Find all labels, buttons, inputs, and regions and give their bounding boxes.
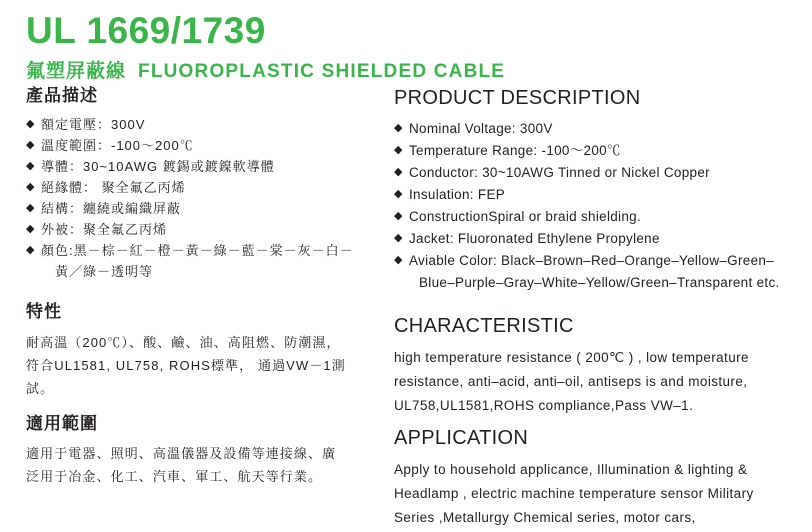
diamond-bullet-icon: ◆ <box>26 223 36 236</box>
application-heading-en: APPLICATION <box>394 427 529 449</box>
subtitle-chinese: 氟塑屏蔽線 <box>26 61 127 82</box>
diamond-bullet-icon: ◆ <box>26 139 36 152</box>
list-item <box>26 156 378 177</box>
list-item-text: Conductor: 30~10AWG Tinned or Nickel Copper <box>409 165 710 180</box>
characteristic-section-en <box>394 314 794 418</box>
characteristic-heading-cn: 特性 <box>26 302 62 322</box>
list-item <box>394 206 794 228</box>
diamond-bullet-icon: ◆ <box>394 210 403 222</box>
product-description-section-cn <box>26 86 378 282</box>
diamond-bullet-icon: ◆ <box>26 244 36 257</box>
page-title: UL 1669/1739 <box>26 10 266 51</box>
list-item-text: 顏色:黑－棕－紅－橙－黃－綠－藍－棠－灰－白－ <box>41 243 354 259</box>
characteristic-line: 試。 <box>26 380 55 396</box>
list-item <box>26 135 378 156</box>
application-line: Series ,Metallurgy Chemical series, motor cars, <box>394 510 696 525</box>
list-item-text: Jacket: Fluoronated Ethylene Propylene <box>409 231 660 246</box>
product-description-section-en <box>394 86 794 294</box>
characteristic-line: 耐高溫（200℃）、酸、鹼、油、高阻燃、防潮濕， <box>26 334 341 350</box>
list-item-text: 額定電壓：300V <box>41 117 146 133</box>
list-item <box>394 140 794 162</box>
diamond-bullet-icon: ◆ <box>26 202 36 215</box>
left-column <box>26 86 378 490</box>
diamond-bullet-icon: ◆ <box>26 160 36 173</box>
application-line: Headlamp , electric machine temperature sensor Military <box>394 486 754 501</box>
characteristic-line: 符合UL1581, UL758, ROHS標準， 通過VW－1測 <box>26 357 346 373</box>
product-description-heading-en: PRODUCT DESCRIPTION <box>394 87 641 109</box>
page-subtitle <box>26 56 505 83</box>
product-description-list-cn <box>26 114 378 282</box>
list-item <box>26 198 378 219</box>
list-item <box>394 250 794 294</box>
spacer <box>394 296 794 314</box>
list-item <box>394 228 794 250</box>
diamond-bullet-icon: ◆ <box>394 188 403 200</box>
list-item-text-wrap: 黃／綠－透明等 <box>55 264 154 280</box>
list-item <box>394 184 794 206</box>
list-item-text: ConstructionSpiral or braid shielding. <box>409 209 642 224</box>
list-item <box>26 240 378 282</box>
application-section-cn <box>26 414 378 488</box>
right-column <box>394 86 794 532</box>
list-item-text: Aviable Color: Black–Brown–Red–Orange–Yellow–Green– <box>409 253 775 268</box>
subtitle-english: FLUOROPLASTIC SHIELDED CABLE <box>138 61 506 82</box>
list-item-text: 溫度範圍：-100～200℃ <box>41 138 194 154</box>
list-item <box>394 162 794 184</box>
diamond-bullet-icon: ◆ <box>394 254 403 266</box>
list-item <box>26 114 378 135</box>
diamond-bullet-icon: ◆ <box>394 144 403 156</box>
list-item-text: 外被：聚全氟乙丙烯 <box>41 222 168 238</box>
diamond-bullet-icon: ◆ <box>394 232 403 244</box>
list-item <box>26 219 378 240</box>
list-item-text-wrap: Blue–Purple–Gray–White–Yellow/Green–Transparent etc. <box>419 275 780 290</box>
list-item-text: Nominal Voltage: 300V <box>409 121 553 136</box>
application-section-en <box>394 426 794 530</box>
diamond-bullet-icon: ◆ <box>26 181 36 194</box>
characteristic-section-cn <box>26 302 378 399</box>
spacer <box>26 402 378 414</box>
product-description-heading-cn: 產品描述 <box>26 86 98 105</box>
diamond-bullet-icon: ◆ <box>394 166 403 178</box>
characteristic-heading-en: CHARACTERISTIC <box>394 315 574 337</box>
characteristic-line: resistance, anti–acid, anti–oil, antiseps is and moisture, <box>394 374 748 389</box>
application-heading-cn: 適用範圍 <box>26 413 98 433</box>
list-item-text: 導體：30~10AWG 鍍錫或鍍鎳軟導體 <box>41 159 275 175</box>
list-item-text: 結構：纏繞或編織屏蔽 <box>41 201 182 217</box>
spacer <box>26 284 378 302</box>
application-line: 泛用于冶金、化工、汽車、軍工、航天等行業。 <box>26 469 323 485</box>
application-line: 適用于電器、照明、高溫儀器及設備等連接線、廣 <box>26 446 337 462</box>
characteristic-line: UL758,UL1581,ROHS compliance,Pass VW–1. <box>394 398 694 413</box>
diamond-bullet-icon: ◆ <box>394 122 403 134</box>
characteristic-line: high temperature resistance ( 200℃ ) , low temperature <box>394 350 749 365</box>
application-line: Apply to household applicance, Illumination & lighting & <box>394 462 748 477</box>
list-item-text: 絕緣體： 聚全氟乙丙烯 <box>41 180 186 196</box>
list-item-text: Insulation: FEP <box>409 187 506 202</box>
diamond-bullet-icon: ◆ <box>26 118 36 131</box>
list-item <box>26 177 378 198</box>
list-item-text: Temperature Range: -100～200℃ <box>409 143 621 158</box>
product-description-list-en <box>394 118 794 294</box>
list-item <box>394 118 794 140</box>
